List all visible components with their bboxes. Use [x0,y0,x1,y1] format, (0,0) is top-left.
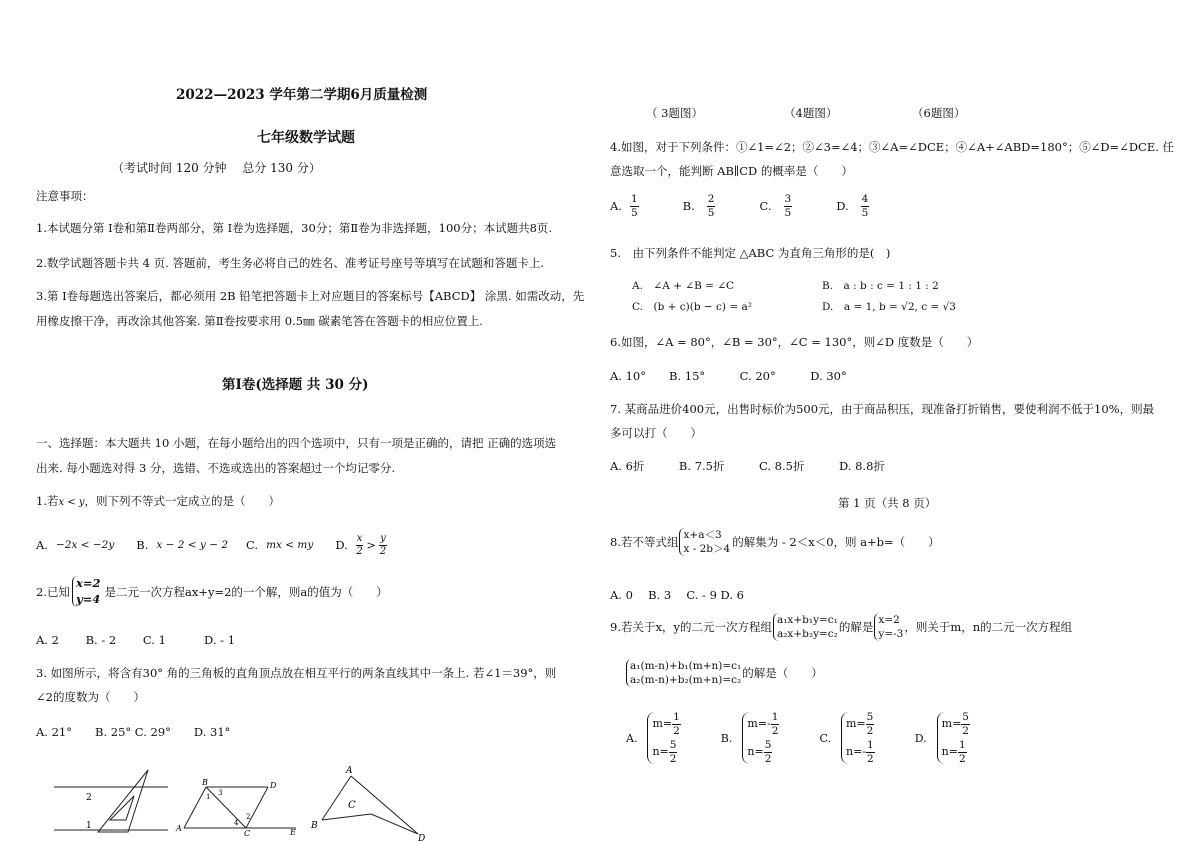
svg-text:4: 4 [234,819,239,827]
note-3-line-1: 3.第 Ⅰ卷每题选出答案后，都必须用 2B 铅笔把答题卡上对应题目的答案标号【ABCD】 涂黑. 如需改动，先 [36,289,585,303]
note-3-line-2: 用橡皮擦干净，再改涂其他答案. 第Ⅱ卷按要求用 0.5㎜ 碳素笔答在答题卡的相应位置上. [36,314,483,328]
question-1 [36,493,280,509]
figure-caption-q4: （4题图） [784,106,838,120]
svg-text:C: C [348,800,356,811]
question-1-text: ，则下列不等式一定成立的是（ ） [84,494,281,508]
svg-text:1: 1 [206,793,211,801]
q5-option-a: A. ∠A + ∠B = ∠C [632,280,735,292]
question-8-options: A. 0 B. 3 C. - 9 D. 6 [610,588,744,602]
figure-caption-q6: （6题图） [912,106,966,120]
figure-q4 [170,775,310,837]
question-4-line-1: 4.如图，对于下列条件：①∠1=∠2；②∠3=∠4；③∠A=∠DCE；④∠A+∠ABD=180°；⑤∠D=∠DCE. 任 [610,140,1175,154]
question-2-number: 2.已知 [36,584,70,599]
question-6: 6.如图，∠A = 80°，∠B = 30°，∠C = 130°，则∠D 度数是（ ） [610,335,979,349]
instructions-line-1: 一、选择题：本大题共 10 小题，在每小题给出的四个选项中，只有一项是正确的，请把 正确的选项选 [36,436,557,450]
question-1-condition: x < y [58,497,85,508]
q4-option-d-fraction: 4 5 [861,193,869,219]
q9-option-b-system: m=- $\frac{1}{2}$ n= $\frac{5}{2}$ [742,712,779,764]
question-4-line-2: 意选取一个，能判断 AB∥CD 的概率是（ ） [610,164,853,178]
question-5: 5. 由下列条件不能判定 △ABC 为直角三角形的是( ) [610,246,891,260]
svg-text:2: 2 [246,813,251,821]
question-9-options [626,712,970,764]
q9-option-a-system: m= $\frac{1}{2}$ n= $\frac{5}{2}$ [647,712,680,764]
svg-text:D: D [270,781,277,790]
q5-option-b: B. a : b : c = 1 : 1 : 2 [822,280,939,292]
question-9-system-2: a₁(m-n)+b₁(m+n)=c₁ a₂(m-n)+b₂(m+n)=c₂ [626,659,741,687]
question-9-middle-text: 的解是 [838,620,874,635]
question-9-line-2 [626,659,823,687]
question-9-tail-text-2: 的解是（ ） [742,666,823,681]
question-9-system-1: a₁x+b₁y=c₁ a₂x+b₂y=c₂ [773,613,838,641]
q1-option-c-label: C. [246,538,259,552]
q4-option-b-fraction: 2 5 [707,193,715,219]
q4-option-c-label: C. [759,199,772,213]
exam-title: 2022—2023 学年第二学期6月质量检测 [176,87,428,103]
q1-option-d-relation: > [366,538,377,552]
q4-option-d-label: D. [836,199,849,213]
question-2-system: x=2 y=4 [72,576,101,607]
q4-option-a-label: A. [610,199,622,213]
question-1-number: 1.若 [36,494,59,508]
svg-text:C: C [244,829,251,837]
q9-option-a-label: A. [626,731,638,745]
question-7-line-2: 多可以打（ ） [610,426,702,440]
svg-text:A: A [346,766,353,776]
question-9-number: 9.若关于x，y的二元一次方程组 [610,620,772,635]
question-2-options: A. 2 B. - 2 C. 1 D. - 1 [36,633,236,647]
q4-option-c-fraction: 3 5 [784,193,792,219]
q1-option-d-label: D. [335,538,348,552]
figure-q6 [306,762,436,844]
question-8 [610,528,940,556]
svg-text:A: A [176,824,182,833]
question-8-text: 的解集为 - 2＜x＜0，则 a+b=（ ） [732,535,940,550]
question-9-solution: x=2 y=-3 [874,613,903,641]
question-3-options: A. 21° B. 25° C. 29° D. 31° [36,725,231,739]
question-9-tail-text: ，则关于m，n的二元一次方程组 [904,620,1073,635]
note-2: 2.数学试题答题卡共 4 页. 答题前，考生务必将自己的姓名、准考证号座号等填写在试题和答题卡上. [36,256,545,270]
q9-option-c-label: C. [819,731,831,745]
svg-text:3: 3 [218,789,223,797]
notes-heading: 注意事项： [36,189,94,203]
question-2 [36,576,388,607]
q5-option-d: D. a = 1, b = √2, c = √3 [822,301,956,313]
q4-option-a-fraction: 1 5 [630,193,638,219]
figure-caption-q3: （ 3题图） [646,106,703,120]
q1-option-b-label: B. [136,538,149,552]
svg-text:D: D [418,834,426,844]
question-8-number: 8.若不等式组 [610,535,679,550]
page-footer: 第 1 页（共 8 页） [838,496,937,510]
q1-option-b: x − 2 < y − 2 [156,539,229,551]
subject-title: 七年级数学试题 [257,130,355,146]
svg-text:1: 1 [86,821,92,831]
q9-option-d-label: D. [914,731,927,745]
q1-option-c: mx < my [266,539,314,551]
section-title: 第Ⅰ卷(选择题 共 30 分) [222,377,369,393]
exam-info: （考试时间 120 分钟 总分 130 分） [112,161,321,175]
question-3-line-1: 3. 如图所示，将含有30° 角的三角板的直角顶点放在相互平行的两条直线其中一条上. 若∠1＝39°，则 [36,666,557,680]
svg-text:E: E [290,828,296,837]
question-6-options: A. 10° B. 15° C. 20° D. 30° [610,369,847,383]
question-2-text: 是二元一次方程ax+y=2的一个解，则a的值为（ ） [104,584,388,599]
q9-option-d-system: m= $\frac{5}{2}$ n= $\frac{1}{2}$ [937,712,970,764]
question-8-system: x+a＜3 x - 2b＞4 [679,528,730,556]
q9-option-b-label: B. [720,731,733,745]
q1-option-a: −2x < −2y [55,539,115,551]
note-1: 1.本试题分第 Ⅰ卷和第Ⅱ卷两部分，第 Ⅰ卷为选择题，30分；第Ⅱ卷为非选择题，100分；本试题共8页. [36,221,553,235]
figure-q3 [50,762,170,842]
svg-text:B: B [311,821,318,831]
instructions-line-2: 出来. 每小题选对得 3 分，选错、不选或选出的答案超过一个均记零分. [36,461,396,475]
question-9-line-1 [610,613,1072,641]
question-7-options: A. 6折 B. 7.5折 C. 8.5折 D. 8.8折 [610,459,885,473]
q5-option-c: C. (b + c)(b − c) = a² [632,301,752,313]
svg-text:2: 2 [86,793,92,803]
question-3-line-2: ∠2的度数为（ ） [36,690,145,704]
svg-text:B: B [202,778,208,787]
q9-option-c-system: m= $\frac{5}{2}$ n=- $\frac{1}{2}$ [841,712,875,764]
q1-option-d-left-fraction: x 2 [356,532,363,557]
q4-option-b-label: B. [682,199,695,213]
question-4-options [610,194,869,218]
q1-option-d-right-fraction: y 2 [379,532,387,557]
question-7-line-1: 7. 某商品进价400元，出售时标价为500元，由于商品积压，现准备打折销售，要使利润不低于10%，则最 [610,402,1155,416]
q1-option-a-label: A. [36,538,48,552]
question-1-options [36,528,387,562]
